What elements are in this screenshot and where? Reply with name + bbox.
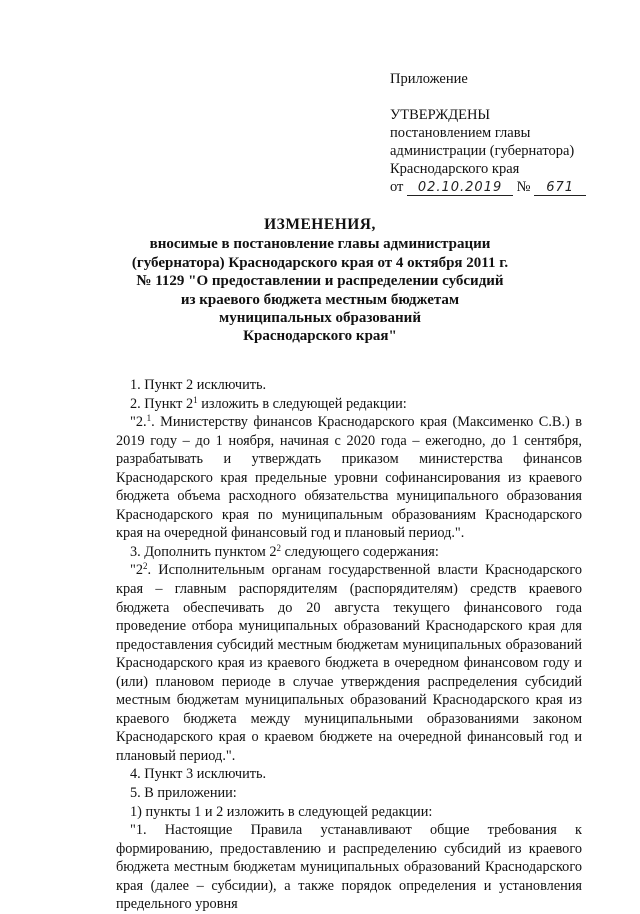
title-line: муниципальных образований	[219, 310, 421, 327]
title-line: Краснодарского края"	[243, 328, 397, 345]
paragraph-2: 2. Пункт $2^1$ изложить в следующей редакции:	[130, 394, 407, 412]
title-line: из краевого бюджета местным бюджетам	[180, 291, 460, 308]
paragraph-1: 1. Пункт 2 исключить.	[130, 377, 267, 393]
document-body	[116, 376, 582, 914]
paragraph-5: 5. В приложении:	[130, 785, 237, 802]
quoted-paragraph-2-2: "$2^2$. Исполнительным органам государственной власти Краснодарского края – главным распорядителям (распорядителям) средств краевого бюджета обеспечивать до 20 августа текущего финансового года проведение отбора муниципальных образований Краснодарского края для предоставления субсидий местным бюджетам муниципальных образований Краснодарского края из краевого бюджета в очередном финансовом году и (или) плановом периоде в случае утверждения распределения субсидий местным бюджетам муниципальных образований Краснодарского края из краевого бюджета между муниципальными образованиями законом Краснодарского края о краевом бюджете на очередной финансовый год и плановый период.".	[116, 561, 582, 764]
title-heading: ИЗМЕНЕНИЯ,	[264, 216, 376, 233]
approval-line-2: администрации (губернатора)	[390, 143, 575, 159]
title-line: (губернатора) Краснодарского края от 4 октября 2011 г.	[131, 254, 509, 271]
appendix-label: Приложение	[390, 71, 468, 87]
number-label: №	[516, 179, 531, 195]
approval-line-3: Краснодарского края	[390, 161, 520, 177]
handwritten-date: 02.10.2019	[407, 181, 513, 196]
approval-date-line	[390, 178, 586, 196]
paragraph-4: 4. Пункт 3 исключить.	[130, 766, 267, 783]
approved-label: УТВЕРЖДЕНЫ	[390, 107, 491, 123]
quoted-paragraph-2-1: "2.$^1$. Министерству финансов Краснодарского края (Максименко С.В.) в 2019 году – до 1 ноября, начиная с 2020 года – ежегодно, до 1 сентября, разрабатывать и утверждать приказом министерства финансов Краснодарского края предельные уровни софинансирования из краевого бюджета объема расходного обязательства муниципального образования Краснодарского края по муниципальным образованиям Краснодарского края на очередной финансовый год и плановый период.".	[116, 413, 582, 542]
paragraph-3: 3. Дополнить пунктом $2^2$ следующего содержания:	[130, 542, 439, 560]
title-line: вносимые в постановление главы администрации	[149, 236, 491, 253]
approval-block	[390, 70, 586, 196]
document-title	[60, 216, 580, 346]
paragraph-5-1: 1) пункты 1 и 2 изложить в следующей редакции:	[130, 803, 433, 820]
title-line: № 1129 "О предоставлении и распределении субсидий	[136, 273, 504, 290]
handwritten-number: 671	[534, 181, 586, 196]
quoted-paragraph-rules-1: "1. Настоящие Правила устанавливают общие требования к формированию, предоставлению и распределению субсидий из краевого бюджета местным бюджетам муниципальных образований Краснодарского края (далее – субсидии), а также порядок определения и установления предельного уровня	[116, 822, 582, 913]
from-label: от	[390, 179, 404, 195]
approval-line-1: постановлением главы	[390, 125, 531, 141]
